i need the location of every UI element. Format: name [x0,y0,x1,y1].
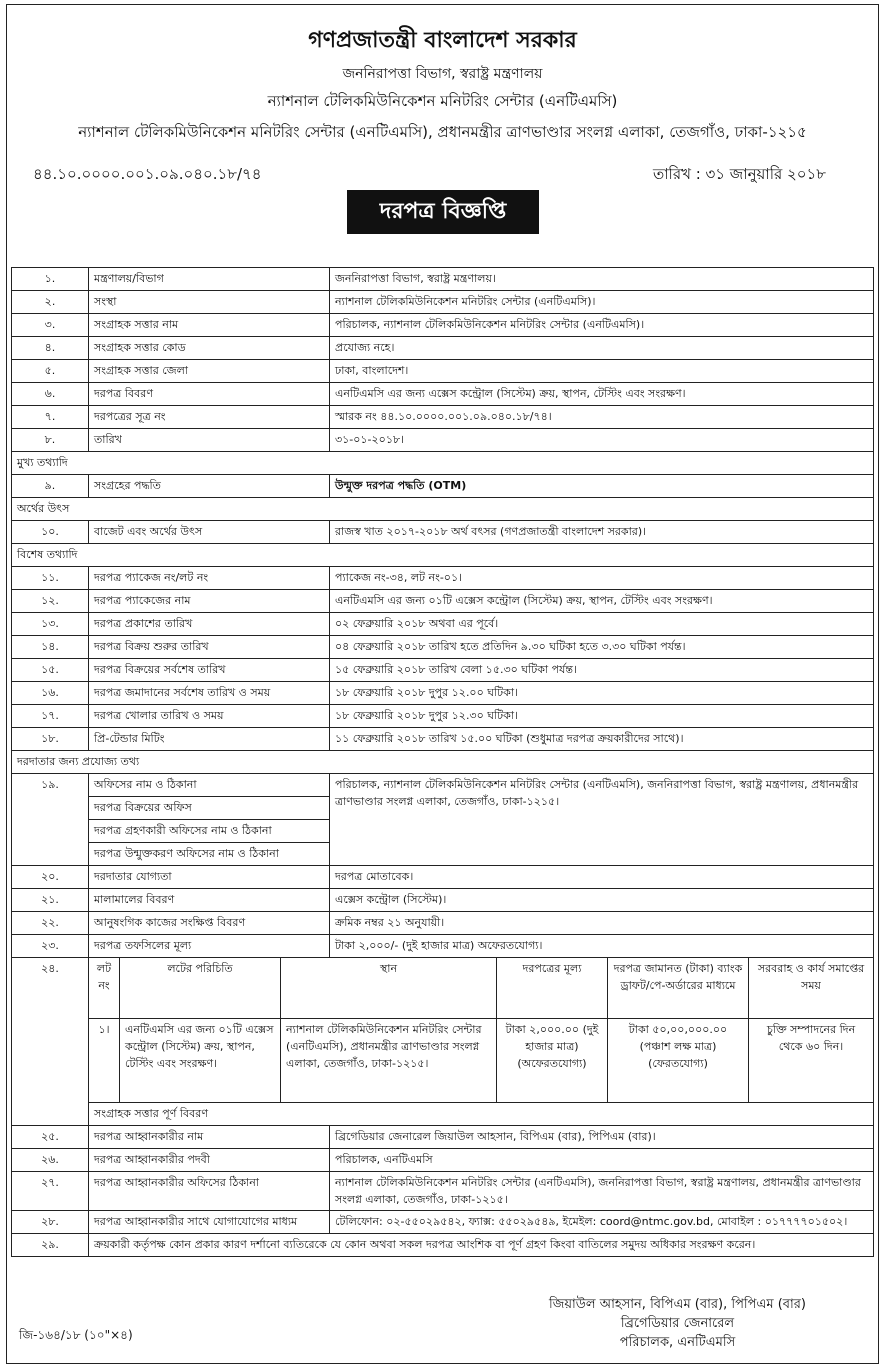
signature-block [549,1295,806,1352]
table-row [12,659,874,682]
table-row [12,567,874,590]
section-heading [12,498,874,521]
row-value: উন্মুক্ত দরপত্র পদ্ধতি (OTM) [330,475,874,498]
table-row [12,728,874,751]
table-row [12,360,874,383]
row-number: ৫. [12,360,89,383]
row-label: মালামালের বিবরণ [89,889,330,912]
header-division: জননিরাপত্তা বিভাগ, স্বরাষ্ট্র মন্ত্রণালয় [342,66,543,82]
table-row [12,636,874,659]
row-label: দরদাতার যোগ্যতা [89,866,330,889]
section-title: অর্থের উৎস [12,498,874,521]
row-label: অফিসের নাম ও ঠিকানা [89,774,330,797]
row-value: এনটিএমসি এর জন্য ০১টি এক্সেস কন্ট্রোল (সিস্টেম) ক্রয়, স্থাপন, টেস্টিং এবং সংরক্ষণ। [330,590,874,613]
table-row [12,774,874,797]
lot-header [89,958,873,1018]
table-row [12,475,874,498]
row-value: এক্সেস কন্ট্রোল (সিস্টেম)। [330,889,874,912]
row-value: প্রযোজ্য নহে। [330,337,874,360]
row-number: ২৩. [12,935,89,958]
section-heading [12,544,874,567]
header-organization: ন্যাশনাল টেলিকমিউনিকেশন মনিটরিং সেন্টার (এনটিএমসি) [267,92,618,110]
row-number: ৯. [12,475,89,498]
table-row [12,337,874,360]
row-value: ১৮ ফেব্রুয়ারি ২০১৮ দুপুর ১২.০০ ঘটিকা। [330,682,874,705]
row-number: ১৩. [12,613,89,636]
row-label: দরপত্র বিক্রয়ের অফিস [89,797,330,820]
row-label: আনুষংগিক কাজের সংক্ষিপ্ত বিবরণ [89,912,330,935]
row-value: ০২ ফেব্রুয়ারি ২০১৮ অথবা এর পূর্বে। [330,613,874,636]
row-number: ১৯. [12,774,89,866]
section-heading [12,452,874,475]
row-value: টেলিফোন: ০২-৫৫০২৯৫৪২, ফ্যাক্স: ৫৫০২৯৫৪৯, ইমেইল: coord@ntmc.gov.bd, মোবাইল : ০১৭৭৭৭০১৫০২। [330,1211,874,1234]
lot-security-header: দরপত্র জামানত (টাকা) ব্যাংক ড্রাফট/পে-অর্ডারের মাধ্যমে [608,958,749,1018]
notice-date: তারিখ : ৩১ জানুয়ারি ২০১৮ [652,165,826,183]
lot-time-header: সরবরাহ ও কার্য সমাপ্তের সময় [749,958,874,1018]
table-row [12,521,874,544]
row-label: প্রি-টেন্ডার মিটিং [89,728,330,751]
section-title: সংগ্রাহক সত্তার পূর্ণ বিবরণ [89,1103,874,1126]
row-label: দরপত্র আহ্বানকারীর সাথে যোগাযোগের মাধ্যম [89,1211,330,1234]
lot-description: এনটিএমসি এর জন্য ০১টি এক্সেস কন্ট্রোল (সিস্টেম) ক্রয়, স্থাপন, টেস্টিং এবং সংরক্ষণ। [120,1018,281,1102]
table-row [12,889,874,912]
row-number: ২৯. [12,1234,89,1257]
row-number: ১৪. [12,636,89,659]
lot-number: ১। [89,1018,120,1102]
row-label: সংগ্রাহক সত্তার কোড [89,337,330,360]
table-row [12,268,874,291]
signatory-name: জিয়াউল আহসান, বিপিএম (বার), পিপিএম (বার) [548,1297,806,1312]
row-label: দরপত্র বিবরণ [89,383,330,406]
table-row [12,383,874,406]
row-label: সংস্থা [89,291,330,314]
row-value: ন্যাশনাল টেলিকমিউনিকেশন মনিটরিং সেন্টার (এনটিএমসি), জননিরাপত্তা বিভাগ, স্বরাষ্ট্র মন্ত্রণালয়, প্রধানমন্ত্রীর ত্রাণভাণ্ডার সংলগ্ন এলাকা, তেজগাঁও, ঢাকা-১২১৫। [330,1172,874,1211]
tender-table [11,267,874,1257]
row-value: ন্যাশনাল টেলিকমিউনিকেশন মনিটরিং সেন্টার (এনটিএমসি)। [330,291,874,314]
row-label: দরপত্র খোলার তারিখ ও সময় [89,705,330,728]
row-label: দরপত্র জমাদানের সর্বশেষ তারিখ ও সময় [89,682,330,705]
row-value: ব্রিগেডিয়ার জেনারেল জিয়াউল আহসান, বিপিএম (বার), পিপিএম (বার)। [330,1126,874,1149]
row-label: দরপত্র বিক্রয় শুরুর তারিখ [89,636,330,659]
table-row [12,613,874,636]
lot-table [89,958,873,1102]
row-label: বাজেট এবং অর্থের উৎস [89,521,330,544]
row-value: পরিচালক, ন্যাশনাল টেলিকমিউনিকেশন মনিটরিং সেন্টার (এনটিএমসি)। [330,314,874,337]
table-row [12,866,874,889]
row-number: ৪. [12,337,89,360]
table-row [12,1172,874,1211]
signatory-rank: ব্রিগেডিয়ার জেনারেল [620,1316,735,1331]
row-label: দরপত্র আহ্বানকারীর পদবী [89,1149,330,1172]
section-title: মুখ্য তথ্যাদি [12,452,874,475]
row-number: ৬. [12,383,89,406]
table-row [12,912,874,935]
row-number: ২২. [12,912,89,935]
table-row [12,1211,874,1234]
row-number: ১১. [12,567,89,590]
table-row [12,705,874,728]
lot-row [89,1018,873,1102]
table-row [12,590,874,613]
row-number: ১২. [12,590,89,613]
row-value: প্যাকেজ নং-৩৪, লট নং-০১। [330,567,874,590]
lot-place-header: স্থান [281,958,497,1018]
row-value: ০৪ ফেব্রুয়ারি ২০১৮ তারিখ হতে প্রতিদিন ৯.৩০ ঘটিকা হতে ৩.৩০ ঘটিকা পর্যন্ত। [330,636,874,659]
row-label: মন্ত্রণালয়/বিভাগ [89,268,330,291]
section-title: দরদাতার জন্য প্রযোজ্য তথ্য [12,751,874,774]
lot-time: চুক্তি সম্পাদনের দিন থেকে ৬০ দিন। [749,1018,874,1102]
header-address: ন্যাশনাল টেলিকমিউনিকেশন মনিটরিং সেন্টার (এনটিএমসি), প্রধানমন্ত্রীর ত্রাণভাণ্ডার সংলগ্ন এলাকা, তেজগাঁও, ঢাকা-১২১৫ [78,123,807,141]
row-value: ১৮ ফেব্রুয়ারি ২০১৮ দুপুর ১২.৩০ ঘটিকা। [330,705,874,728]
row-value: পরিচালক, এনটিএমসি [330,1149,874,1172]
lot-table-cell [89,958,874,1103]
row-value: এনটিএমসি এর জন্য এক্সেস কন্ট্রোল (সিস্টেম) ক্রয়, স্থাপন, টেস্টিং এবং সংরক্ষণ। [330,383,874,406]
row-value: ক্রয়কারী কর্তৃপক্ষ কোন প্রকার কারণ দর্শানো ব্যতিরেকে যে কোন অথবা সকল দরপত্র আংশিক বা পূর্ণ গ্রহণ কিংবা বাতিলের সমুদয় অধিকার সংরক্ষণ করেন। [89,1234,874,1257]
table-row [12,1234,874,1257]
table-row [12,406,874,429]
section-heading [12,751,874,774]
row-number: ২১. [12,889,89,912]
row-value: স্মারক নং ৪৪.১০.০০০০.০০১.০৯.০৪০.১৮/৭৪। [330,406,874,429]
row-label: দরপত্র প্যাকেজ নং/লট নং [89,567,330,590]
lot-security: টাকা ৫০,০০,০০০.০০ (পঞ্চাশ লক্ষ মাত্র) (ফেরতযোগ্য) [608,1018,749,1102]
row-value: ১১ ফেব্রুয়ারি ২০১৮ তারিখ ১৫.০০ ঘটিকা (শুধুমাত্র দরপত্র ক্রয়কারীদের সাথে)। [330,728,874,751]
lot-number-header: লট নং [89,958,120,1018]
row-number: ৩. [12,314,89,337]
row-value: দরপত্র মোতাবেক। [330,866,874,889]
row-number: ৮. [12,429,89,452]
row-label: দরপত্র প্রকাশের তারিখ [89,613,330,636]
section-title: বিশেষ তথ্যাদি [12,544,874,567]
table-row [12,1149,874,1172]
row-number: ২০. [12,866,89,889]
row-label: সংগ্রহের পদ্ধতি [89,475,330,498]
row-number: ১৭. [12,705,89,728]
row-value: রাজস্ব খাত ২০১৭-২০১৮ অর্থ বৎসর (গণপ্রজাতন্ত্রী বাংলাদেশ সরকার)। [330,521,874,544]
lot-header-row [12,958,874,1103]
row-value: ঢাকা, বাংলাদেশ। [330,360,874,383]
row-label: দরপত্র তফসিলের মূল্য [89,935,330,958]
row-value: পরিচালক, ন্যাশনাল টেলিকমিউনিকেশন মনিটরিং সেন্টার (এনটিএমসি), জননিরাপত্তা বিভাগ, স্বরাষ্ট্র মন্ত্রণালয়, প্রধানমন্ত্রীর ত্রাণভাণ্ডার সংলগ্ন এলাকা, তেজগাঁও, ঢাকা-১২১৫। [330,774,874,866]
row-number: ২. [12,291,89,314]
row-value: জননিরাপত্তা বিভাগ, স্বরাষ্ট্র মন্ত্রণালয়। [330,268,874,291]
table-row [12,682,874,705]
lot-description-header: লটের পরিচিতি [120,958,281,1018]
row-label: দরপত্র আহ্বানকারীর অফিসের ঠিকানা [89,1172,330,1211]
table-row [12,314,874,337]
section-heading [12,1103,874,1126]
row-number: ২৬. [12,1149,89,1172]
row-number: ১. [12,268,89,291]
row-value: ১৫ ফেব্রুয়ারি ২০১৮ তারিখ বেলা ১৫.৩০ ঘটিকা পর্যন্ত। [330,659,874,682]
row-label: দরপত্র বিক্রয়ের সর্বশেষ তারিখ [89,659,330,682]
row-label: দরপত্র উন্মুক্তকরণ অফিসের নাম ও ঠিকানা [89,843,330,866]
row-label: সংগ্রাহক সত্তার নাম [89,314,330,337]
gazette-reference: জি-১৬৪/১৮ (১০"×৪) [19,1328,133,1342]
row-label: দরপত্র প্যাকেজের নাম [89,590,330,613]
memo-number: ৪৪.১০.০০০০.০০১.০৯.০৪০.১৮/৭৪ [33,165,262,183]
row-number: ২৮. [12,1211,89,1234]
row-number: ১৬. [12,682,89,705]
row-label: দরপত্র আহ্বানকারীর নাম [89,1126,330,1149]
row-label: দরপত্রের সূত্র নং [89,406,330,429]
row-label: তারিখ [89,429,330,452]
page-title: দরপত্র বিজ্ঞপ্তি [347,190,539,234]
row-number: ৭. [12,406,89,429]
table-row [12,935,874,958]
row-value: টাকা ২,০০০/- (দুই হাজার মাত্র) অফেরতযোগ্য। [330,935,874,958]
row-number: ২৭. [12,1172,89,1211]
row-number: ২৪. [12,958,89,1126]
lot-place: ন্যাশনাল টেলিকমিউনিকেশন মনিটরিং সেন্টার (এনটিএমসি), প্রধানমন্ত্রীর ত্রাণভাণ্ডার সংলগ্ন এলাকা, তেজগাঁও, ঢাকা-১২১৫। [281,1018,497,1102]
table-row [12,429,874,452]
lot-price: টাকা ২,০০০.০০ (দুই হাজার মাত্র) (অফেরতযোগ্য) [497,1018,608,1102]
row-label: দরপত্র গ্রহণকারী অফিসের নাম ও ঠিকানা [89,820,330,843]
row-number: ১৮. [12,728,89,751]
tender-notice-page [6,4,879,1364]
row-label: সংগ্রাহক সত্তার জেলা [89,360,330,383]
signatory-post: পরিচালক, এনটিএমসি [619,1335,736,1350]
row-number: ২৫. [12,1126,89,1149]
row-value: ক্রমিক নম্বর ২১ অনুযায়ী। [330,912,874,935]
row-value: ৩১-০১-২০১৮। [330,429,874,452]
row-number: ১৫. [12,659,89,682]
table-row [12,291,874,314]
table-row [12,1126,874,1149]
lot-price-header: দরপত্রের মূল্য [497,958,608,1018]
row-number: ১০. [12,521,89,544]
header-government: গণপ্রজাতন্ত্রী বাংলাদেশ সরকার [308,28,577,53]
